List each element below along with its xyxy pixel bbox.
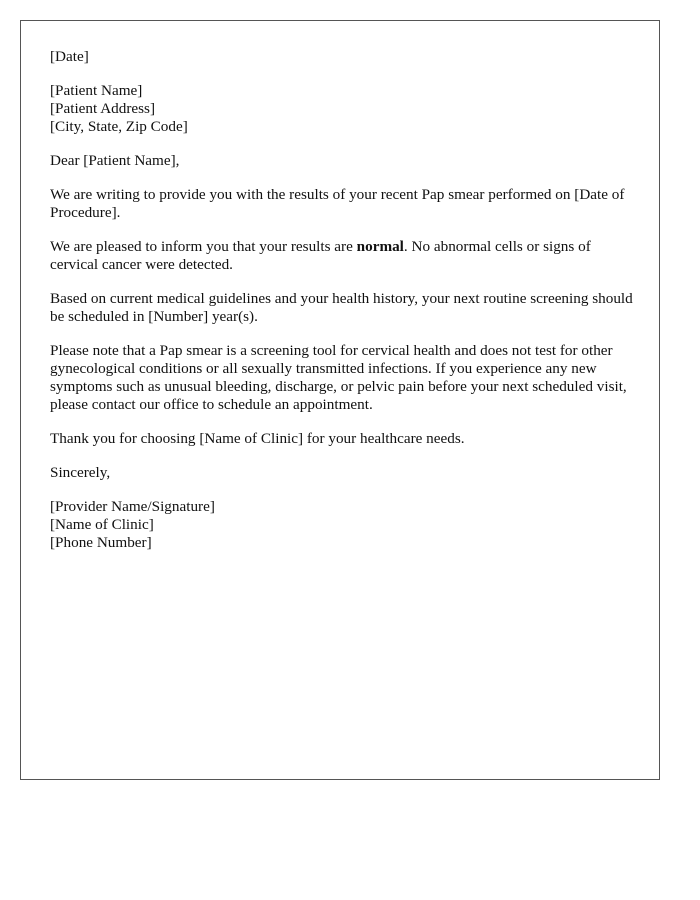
- recipient-name: [Patient Name]: [50, 82, 143, 99]
- recipient-address: [Patient Address]: [50, 100, 156, 117]
- next-screening-paragraph: Based on current medical guidelines and your health history, your next routine screening should be scheduled in [Number] year(s).: [50, 290, 633, 325]
- phone-number: [Phone Number]: [50, 534, 152, 551]
- thanks-paragraph-block: [50, 430, 640, 448]
- clinic-name: [Name of Clinic]: [50, 516, 154, 533]
- salutation-block: [50, 152, 640, 170]
- recipient-city-state-zip: [City, State, Zip Code]: [50, 118, 188, 135]
- result-text-before: We are pleased to inform you that your results are: [50, 238, 357, 255]
- closing: Sincerely,: [50, 464, 111, 481]
- result-paragraph-block: [50, 238, 640, 274]
- letter-body: [50, 48, 640, 568]
- intro-paragraph: We are writing to provide you with the results of your recent Pap smear performed on [Date of Procedure].: [50, 186, 625, 221]
- letter-date: [Date]: [50, 48, 89, 65]
- note-paragraph-block: [50, 342, 640, 414]
- provider-signature: [Provider Name/Signature]: [50, 498, 215, 515]
- intro-paragraph-block: [50, 186, 640, 222]
- closing-block: [50, 464, 640, 482]
- next-screening-paragraph-block: [50, 290, 640, 326]
- date-block: [50, 48, 640, 66]
- thanks-paragraph: Thank you for choosing [Name of Clinic] for your healthcare needs.: [50, 430, 465, 447]
- letter-page: [20, 20, 660, 780]
- note-paragraph: Please note that a Pap smear is a screening tool for cervical health and does not test for other gynecological conditions or all sexually transmitted infections. If you experience any new symptoms such as unusual bleeding, discharge, or pelvic pain before your next scheduled visit, please contact our office to schedule an appointment.: [50, 342, 627, 413]
- recipient-address-block: [50, 82, 640, 136]
- result-paragraph: [50, 238, 640, 274]
- result-status: normal: [356, 238, 404, 255]
- signature-block: [50, 498, 640, 552]
- result-text-after: . No abnormal cells or signs of cervical cancer were detected.: [50, 238, 591, 273]
- salutation: Dear [Patient Name],: [50, 152, 180, 169]
